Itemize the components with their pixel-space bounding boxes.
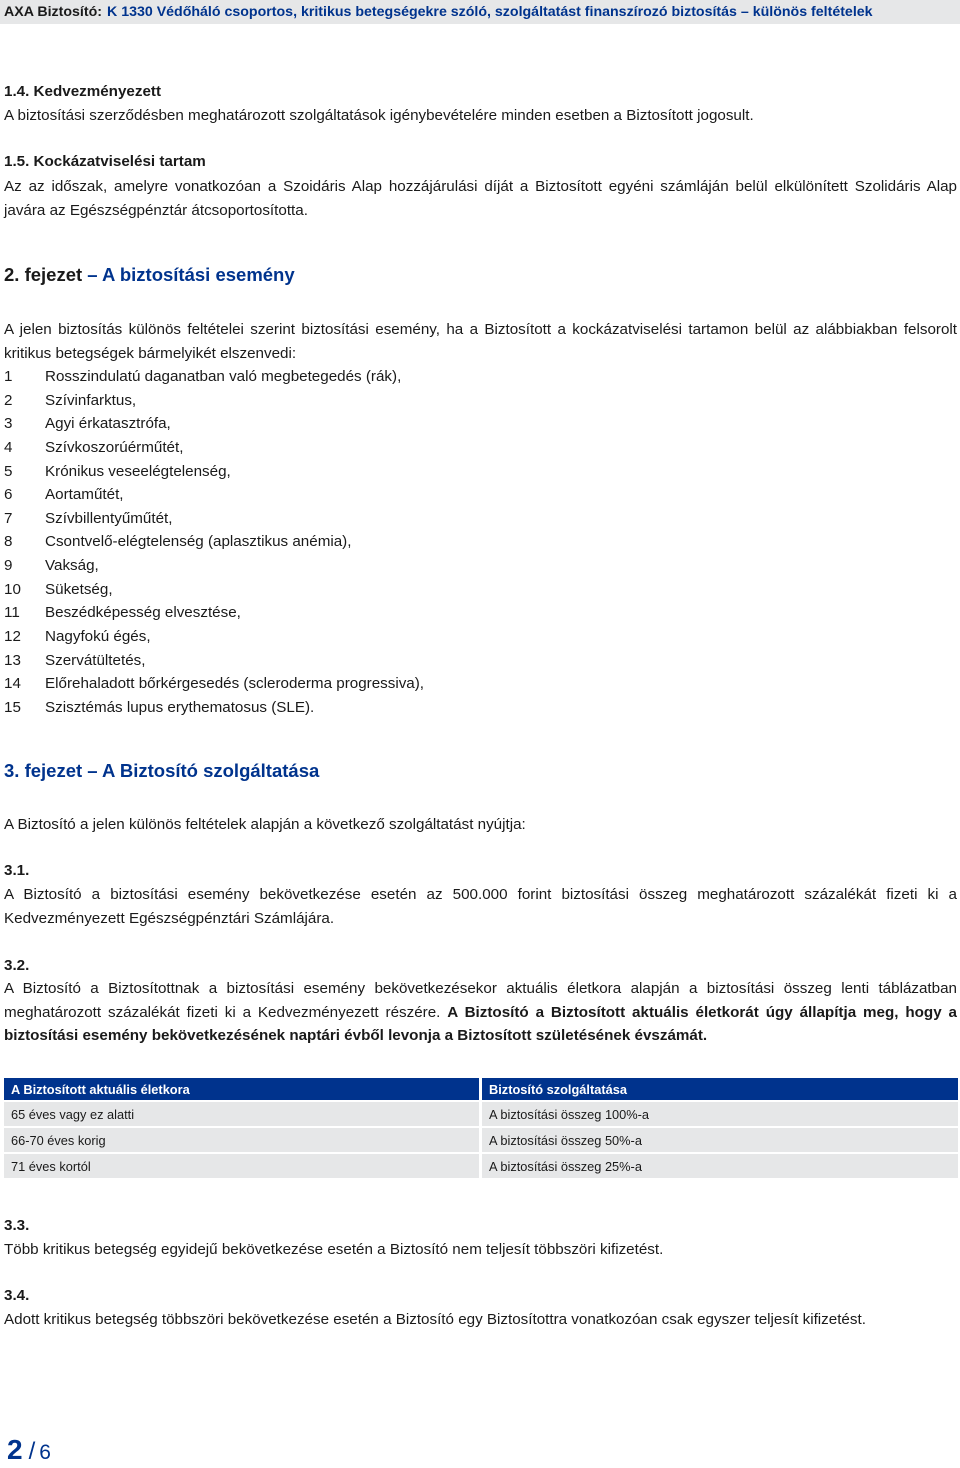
page-separator: / <box>28 1438 36 1465</box>
list-item-number: 15 <box>4 698 21 716</box>
list-item <box>4 460 424 484</box>
section-3-1-text: A Biztosító a biztosítási esemény bekövetkezése esetén az 500.000 forint biztosítási összeg meghatározott százalékát fizeti ki a Kedvezményezett Egészségpénztári Számlájára. <box>4 886 957 927</box>
list-item-text: Krónikus veseelégtelenség, <box>45 462 231 480</box>
list-item <box>4 483 424 507</box>
table-cell-benefit: A biztosítási összeg 25%-a <box>482 1154 958 1178</box>
section-1-4-heading: 1.4. Kedvezményezett <box>4 83 162 100</box>
section-3-2-bold: A Biztosító a Biztosított aktuális életkorát úgy állapítja meg, hogy a biztosítási esemény bekövetkezésének naptári évből levonja a Biztosított születésének évszámát. <box>4 1003 957 1045</box>
list-item <box>4 625 424 649</box>
list-item <box>4 672 424 696</box>
list-item-text: Szisztémás lupus erythematosus (SLE). <box>45 698 315 716</box>
section-3-4-text: Adott kritikus betegség többszöri bekövetkezése esetén a Biztosító egy Biztosítottra vonatkozóan csak egyszer teljesít kifizetést. <box>4 1311 866 1328</box>
list-item-text: Nagyfokú égés, <box>45 628 151 646</box>
table-row <box>4 1154 958 1178</box>
list-item-text: Előrehaladott bőrkérgesedés (scleroderma progressiva), <box>45 675 425 693</box>
section-3-3-text: Több kritikus betegség egyidejű bekövetkezése esetén a Biztosító nem teljesít többszöri kifizetést. <box>4 1241 664 1258</box>
list-item-number: 3 <box>4 415 13 433</box>
chapter-3-intro: A Biztosító a jelen különös feltételek alapján a következő szolgáltatást nyújtja: <box>4 816 526 833</box>
list-item <box>4 389 424 413</box>
chapter-2-title: – A biztosítási esemény <box>82 264 295 285</box>
list-item-number: 4 <box>4 438 13 456</box>
section-1-5-heading: 1.5. Kockázatviselési tartam <box>4 153 206 170</box>
list-item <box>4 578 424 602</box>
section-1-4-text: A biztosítási szerződésben meghatározott szolgáltatások igénybevételére minden esetben a Biztosított jogosult. <box>4 107 754 124</box>
list-item-text: Csontvelő-elégtelenség (aplasztikus anémia), <box>45 533 352 551</box>
list-item-number: 7 <box>4 509 13 527</box>
section-3-1-heading: 3.1. <box>4 862 30 879</box>
list-item-number: 10 <box>4 580 21 598</box>
section-3-3-heading: 3.3. <box>4 1217 30 1234</box>
section-3-2-heading: 3.2. <box>4 957 30 974</box>
section-3-2-text <box>4 977 957 1048</box>
list-item <box>4 530 424 554</box>
list-item-text: Agyi érkatasztrófa, <box>45 415 171 433</box>
section-1-5-text: Az az időszak, amelyre vonatkozóan a Szoidáris Alap hozzájárulási díját a Biztosított egyéni számláján belül elkülönített Szolidáris Alap javára az Egészségpénztár átcsoportosította. <box>4 178 957 219</box>
table-header-benefit: Biztosító szolgáltatása <box>482 1078 958 1100</box>
list-item-number: 11 <box>4 604 20 622</box>
list-item <box>4 365 424 389</box>
table-cell-benefit: A biztosítási összeg 100%-a <box>482 1102 958 1126</box>
running-header <box>0 0 960 24</box>
table-row <box>4 1128 958 1152</box>
list-item-number: 5 <box>4 462 13 480</box>
list-item-number: 9 <box>4 557 13 575</box>
list-item-number: 1 <box>4 368 13 385</box>
list-item <box>4 554 424 578</box>
list-item-number: 6 <box>4 486 13 504</box>
list-item-text: Beszédképesség elvesztése, <box>45 604 241 622</box>
table-header-age: A Biztosított aktuális életkora <box>4 1078 482 1100</box>
section-3-2-plain: A Biztosító a Biztosítottnak a biztosítási esemény bekövetkezésekor aktuális életkora alapján a biztosítási összeg lenti táblázatban meghatározott százalékát fizeti ki a Kedvezményezett részére. <box>4 980 957 1021</box>
list-item-text: Szívkoszorúérműtét, <box>45 438 184 456</box>
list-item-number: 14 <box>4 675 21 693</box>
chapter-2-intro: A jelen biztosítás különös feltételei szerint biztosítási esemény, ha a Biztosított a kockázatviselési tartamon belül az alábbiakban felsorolt kritikus betegségek bármelyikét elszenvedi: <box>4 321 957 362</box>
table-header-row <box>4 1078 958 1100</box>
list-item-text: Vakság, <box>45 557 99 575</box>
list-item-text: Rosszindulatú daganatban való megbetegedés (rák), <box>45 368 402 385</box>
critical-illness-list <box>4 365 424 720</box>
table-cell-age: 71 éves kortól <box>4 1154 482 1178</box>
list-item-number: 8 <box>4 533 13 551</box>
page-current: 2 <box>7 1434 23 1465</box>
list-item <box>4 507 424 531</box>
list-item-text: Süketség, <box>45 580 113 598</box>
table-cell-age: 65 éves vagy ez alatti <box>4 1102 482 1126</box>
header-brand: AXA Biztosító: <box>4 4 102 20</box>
section-3-4-heading: 3.4. <box>4 1287 30 1304</box>
chapter-3-heading <box>4 760 319 782</box>
table-cell-age: 66-70 éves korig <box>4 1128 482 1152</box>
table-cell-benefit: A biztosítási összeg 50%-a <box>482 1128 958 1152</box>
table-row <box>4 1102 958 1126</box>
list-item-number: 2 <box>4 391 13 409</box>
chapter-2-number: 2. fejezet <box>4 264 83 285</box>
chapter-2-heading <box>4 264 295 286</box>
list-item-text: Szívbillentyűműtét, <box>45 509 173 527</box>
benefit-table <box>4 1076 958 1180</box>
list-item-text: Szervátültetés, <box>45 651 146 669</box>
chapter-3-title: – A Biztosító szolgáltatása <box>82 760 320 781</box>
list-item <box>4 649 424 673</box>
list-item <box>4 601 424 625</box>
page-number <box>7 1434 51 1466</box>
list-item <box>4 696 424 720</box>
list-item <box>4 436 424 460</box>
list-item <box>4 412 424 436</box>
list-item-text: Aortaműtét, <box>45 486 124 504</box>
list-item-number: 13 <box>4 651 21 669</box>
chapter-3-number: 3. fejezet <box>4 760 83 781</box>
page-total: 6 <box>39 1441 51 1464</box>
list-item-text: Szívinfarktus, <box>45 391 137 409</box>
header-title: K 1330 Védőháló csoportos, kritikus betegségekre szóló, szolgáltatást finanszírozó biztosítás – különös feltételek <box>107 4 873 20</box>
list-item-number: 12 <box>4 628 21 646</box>
